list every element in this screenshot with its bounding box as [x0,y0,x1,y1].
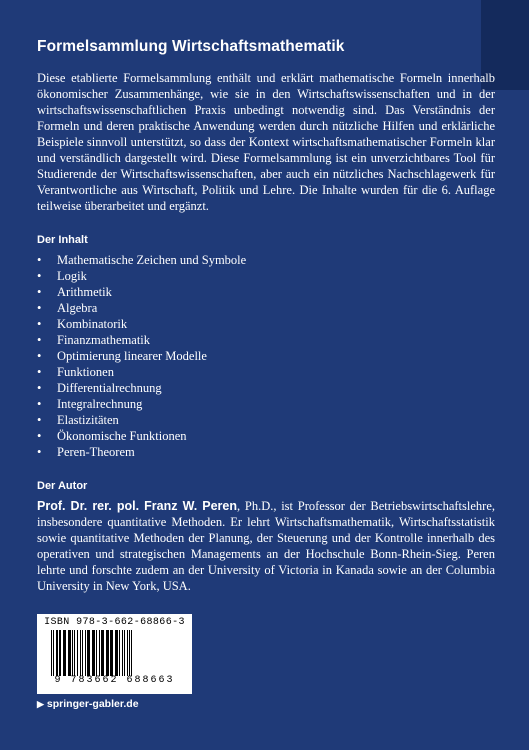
contents-item: • Integralrechnung [37,396,495,412]
barcode-bar [92,630,95,676]
barcode-bar [53,630,54,676]
author-name: Prof. Dr. rer. pol. Franz W. Peren [37,499,237,513]
contents-item: • Finanzmathematik [37,332,495,348]
barcode-bar [106,630,109,676]
barcode-bar [129,630,130,676]
publisher-link[interactable] [37,698,139,710]
barcode-bar [119,630,120,676]
back-cover-content [37,30,495,594]
author-bio-paragraph [37,498,495,594]
barcode-bar [85,630,86,676]
barcode-bar [68,630,71,676]
barcode-bar [101,630,104,676]
contents-item: • Ökonomische Funktionen [37,428,495,444]
publisher-url: springer-gabler.de [46,698,139,710]
barcode-bar [80,630,81,676]
contents-item: • Arithmetik [37,284,495,300]
contents-item: • Logik [37,268,495,284]
contents-item: • Funktionen [37,364,495,380]
contents-item: • Kombinatorik [37,316,495,332]
contents-heading: Der Inhalt [37,234,88,246]
barcode-bar [59,630,61,676]
barcode-bar [87,630,90,676]
book-description: Diese etablierte Formelsammlung enthält und erklärt mathematische Formeln innerhalb ökonomischer Zusammenhänge, wie sie in den Wirtschaftswissenschaften und in der wirtschaftswissenschaftlichen Praxis unbedingt notwendig sind. Das Verständnis der Formeln und deren praktische Anwendung werden durch nützliche Hilfen und erklärliche Beispiele sinnvoll unterstützt, so dass der Kontext wirtschaftsmathematischer Formeln klar und verständlich dargestellt wird. Diese Formelsammlung ist ein unverzichtbares Tool für Studierende der Wirtschaftswissenschaften, aber auch ein nützliches Nachschlagewerk für Verantwortliche aus Wirtschaft, Politik und Lehre. Die Inhalte wurden für die 6. Auflage teilweise überarbeitet und ergänzt. [37,71,495,213]
barcode-bar [82,630,83,676]
barcode-bar [122,630,123,676]
barcode-bar [131,630,132,676]
barcode-bar [96,630,97,676]
contents-item: • Elastizitäten [37,412,495,428]
barcode-bar [77,630,78,676]
contents-item: • Mathematische Zeichen und Symbole [37,252,495,268]
author-bio: , Ph.D., ist Professor der Betriebswirtschaftslehre, insbesondere quantitative Methoden. Er lehrt Wirtschaftsmathematik, Wirtschaftsstatistik sowie quantitative Methoden der Planung, der Steuerung und der Kontrolle innerhalb des operativen und strategischen Managements an der Hochschule Bonn-Rhein-Sieg. Peren lehrte und forschte zudem an der University of Victoria in Kanada sowie an der Columbia University in New York, USA. [37,499,496,593]
barcode-bar [110,630,113,676]
contents-item: • Algebra [37,300,495,316]
barcode-bars [47,630,182,676]
barcode-bar [74,630,75,676]
contents-item: • Peren-Theorem [37,444,495,460]
barcode-bar [56,630,58,676]
book-title: Formelsammlung Wirtschaftsmathematik [37,38,345,55]
barcode-digits: 9 783662 688663 [54,675,175,686]
contents-list [37,252,495,460]
barcode-bar [51,630,52,676]
isbn-label: ISBN 978-3-662-68866-3 [44,617,185,628]
author-heading: Der Autor [37,480,88,492]
barcode-bar [63,630,66,676]
barcode-bar [115,630,118,676]
barcode-bar [99,630,100,676]
contents-item: • Optimierung linearer Modelle [37,348,495,364]
barcode-bar [72,630,73,676]
arrow-right-icon: ▶ [37,698,44,709]
isbn-barcode [37,614,192,694]
contents-item: • Differentialrechnung [37,380,495,396]
barcode-bar [127,630,128,676]
barcode-bar [124,630,125,676]
